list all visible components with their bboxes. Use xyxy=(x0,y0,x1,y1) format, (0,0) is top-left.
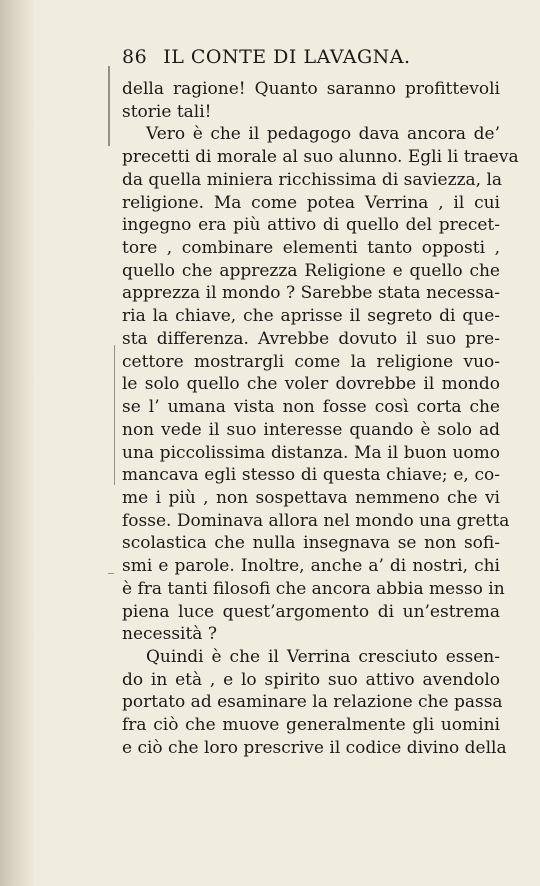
text-line: smi e parole. Inoltre, anche a’ di nostri, chi xyxy=(122,556,500,577)
text-line: do in età , e lo spirito suo attivo avendolo xyxy=(122,669,500,690)
text-line: le solo quello che voler dovrebbe il mondo xyxy=(122,374,500,395)
text-line: me i più , non sospettava nemmeno che vi xyxy=(122,487,500,508)
text-line: apprezza il mondo ? Sarebbe stata necessa- xyxy=(122,283,500,304)
text-line: scolastica che nulla insegnava se non sofi- xyxy=(122,533,500,554)
text-line: se l’ umana vista non fosse così corta che xyxy=(122,397,500,418)
text-line: portato ad esaminare la relazione che passa xyxy=(122,692,503,713)
text-line: cettore mostrargli come la religione vuo- xyxy=(122,351,500,372)
running-title: IL CONTE DI LAVAGNA. xyxy=(163,46,411,68)
text-line: una piccolissima distanza. Ma il buon uomo xyxy=(122,442,500,463)
text-line: fosse. Dominava allora nel mondo una gretta xyxy=(122,510,510,531)
page-number: 86 xyxy=(122,46,148,68)
text-line: è fra tanti filosofi che ancora abbia messo in xyxy=(122,578,505,599)
text-line: mancava egli stesso di questa chiave; e, co- xyxy=(122,465,500,486)
margin-pencil-mark xyxy=(108,573,114,574)
text-line: precetti di morale al suo alunno. Egli li traeva xyxy=(122,147,519,168)
text-line: quello che apprezza Religione e quello che xyxy=(122,260,500,281)
text-line: della ragione! Quanto saranno profittevoli xyxy=(122,79,500,99)
text-line: ria la chiave, che aprisse il segreto di que- xyxy=(122,306,500,327)
text-line: Quindi è che il Verrina cresciuto essen- xyxy=(146,646,500,667)
text-line: e ciò che loro prescrive il codice divino della xyxy=(122,737,507,758)
text-line: Vero è che il pedagogo dava ancora de’ xyxy=(146,124,500,145)
text-line: da quella miniera ricchissima di saviezza, la xyxy=(122,169,503,190)
text-line: necessità ? xyxy=(122,624,217,645)
text-line: tore , combinare elementi tanto opposti , xyxy=(122,238,500,259)
text-line: ingegno era più attivo di quello del precet- xyxy=(122,215,500,236)
text-line: storie tali! xyxy=(122,101,212,122)
margin-pencil-mark xyxy=(114,345,115,485)
text-line: sta differenza. Avrebbe dovuto il suo pre- xyxy=(122,328,500,349)
text-line: piena luce quest’argomento di un’estrema xyxy=(122,601,500,622)
running-header xyxy=(122,46,522,68)
text-line: religione. Ma come potea Verrina , il cui xyxy=(122,192,500,213)
text-line: non vede il suo interesse quando è solo ad xyxy=(122,419,500,440)
margin-pencil-mark xyxy=(108,66,110,146)
text-line: fra ciò che muove generalmente gli uomini xyxy=(122,715,500,736)
body-text xyxy=(122,78,519,760)
